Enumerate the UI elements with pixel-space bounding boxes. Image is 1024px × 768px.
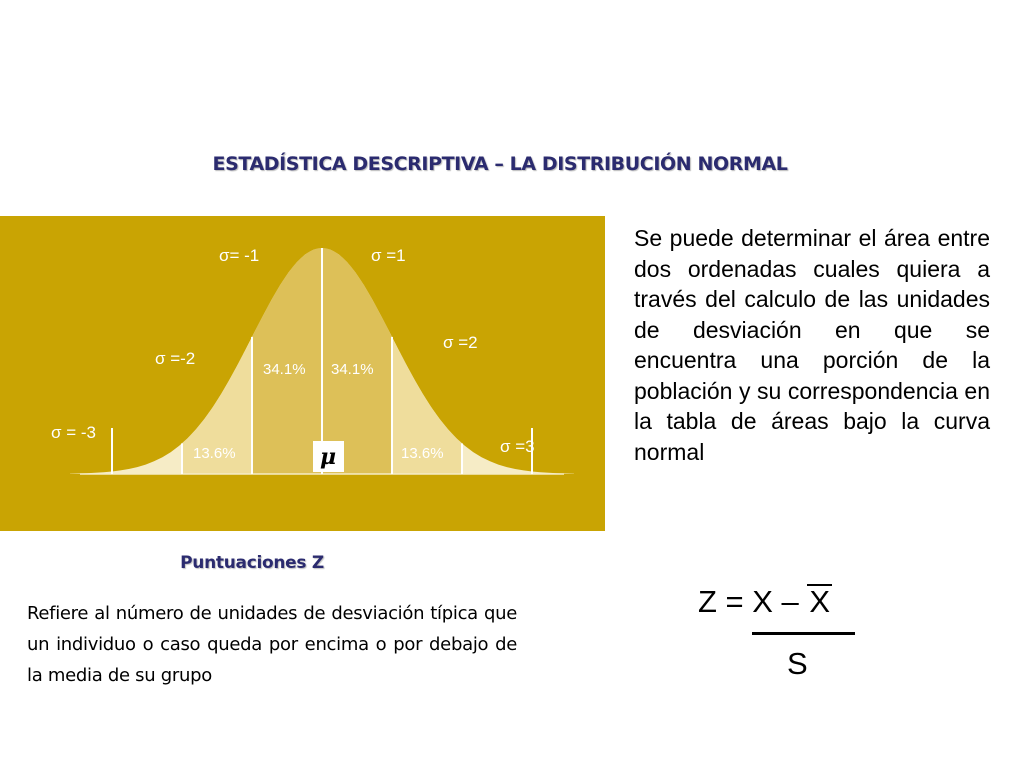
- z-formula-mean: X: [809, 584, 831, 619]
- region-label-mean-plus1: 34.1%: [331, 361, 374, 378]
- sigma-label-plus2: σ =2: [443, 333, 478, 352]
- sigma-label-plus1: σ =1: [371, 246, 406, 265]
- z-formula-fraction-bar: [752, 632, 855, 635]
- region-label-minus2-minus1: 13.6%: [193, 445, 236, 462]
- z-formula-numerator: [698, 584, 832, 620]
- z-formula-lhs: Z = X –: [698, 584, 799, 619]
- z-scores-heading: Puntuaciones Z: [180, 553, 324, 573]
- region-label-plus1-plus2: 13.6%: [401, 445, 444, 462]
- sigma-label-minus1: σ= -1: [219, 246, 260, 265]
- mean-symbol: μ: [319, 444, 337, 470]
- sigma-label-minus3: σ = -3: [51, 423, 96, 442]
- z-formula-denominator: S: [787, 646, 808, 681]
- slide-title: ESTADÍSTICA DESCRIPTIVA – LA DISTRIBUCIÓN NORMAL: [212, 153, 788, 175]
- sigma-label-plus3: σ =3: [500, 437, 535, 456]
- z-formula: [690, 574, 890, 694]
- sigma-label-minus2: σ =-2: [155, 349, 196, 368]
- region-label-minus1-mean: 34.1%: [263, 361, 306, 378]
- normal-distribution-chart: [0, 216, 605, 531]
- z-scores-description: Refiere al número de unidades de desviación típica que un individuo o caso queda por encima o por debajo de la media de su grupo: [27, 603, 517, 686]
- normal-area-description: Se puede determinar el área entre dos ordenadas cuales quiera a través del calculo de las unidades de desviación en que se encuentra una porción de la población y su correspondencia en la tabla de áreas bajo la curva normal: [634, 225, 990, 465]
